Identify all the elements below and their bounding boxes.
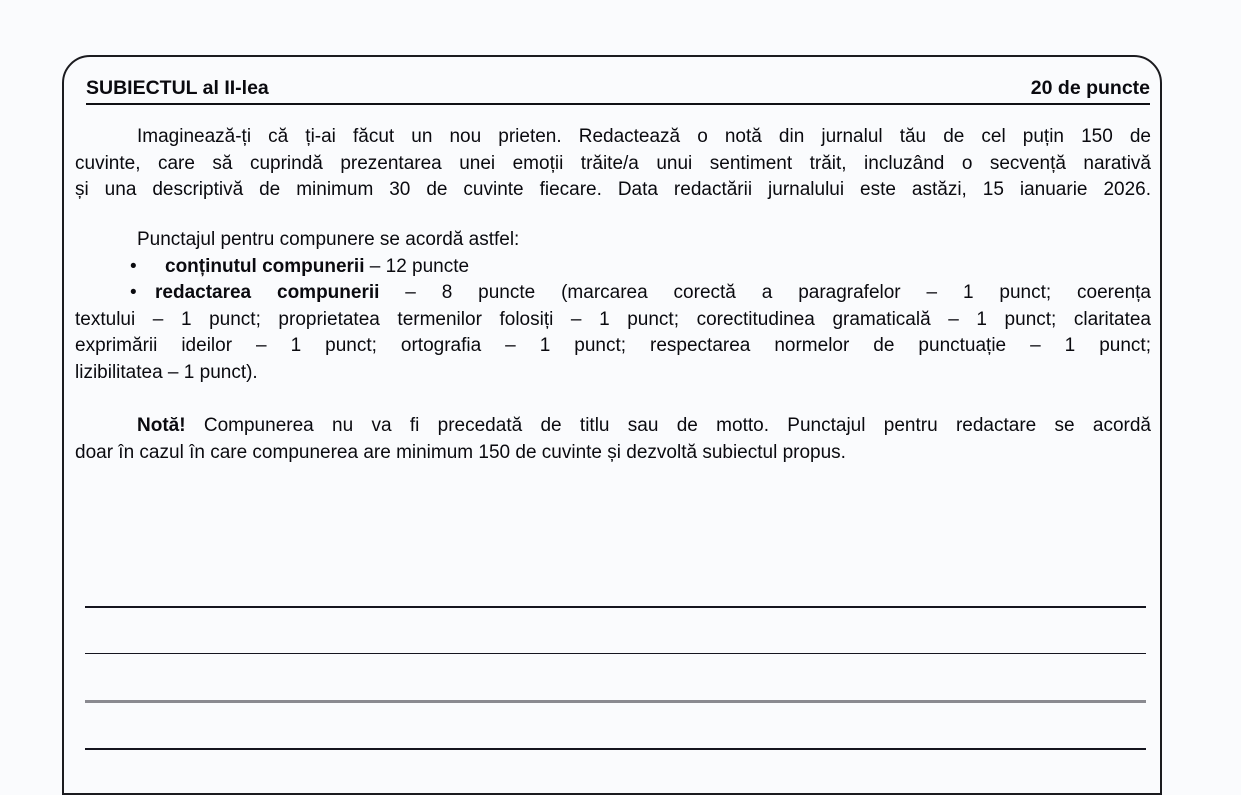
note-line-1 [75, 413, 1151, 440]
subject-box [62, 55, 1162, 795]
note-paragraph [75, 413, 1151, 466]
scoring-bullet-content [75, 254, 1151, 281]
note-line-2: doar în cazul în care compunerea are minimum 150 de cuvinte și dezvoltă subiectul propus. [75, 441, 846, 463]
scoring-bullet1-rest: – 12 puncte [364, 255, 470, 277]
scoring-bullet2-rest: – 8 puncte (marcarea corectă a paragrafelor – 1 punct; coerența [379, 282, 1151, 303]
subject-title: SUBIECTUL al II-lea [86, 77, 269, 99]
scoring-bullet1-bold: conținutul compunerii [165, 255, 365, 277]
task-paragraph [75, 124, 1151, 204]
task-line-1: Imaginează-ți că ți-ai făcut un nou prieten. Redactează o notă din jurnalul tău de cel puțin 150 de [137, 126, 1151, 147]
answer-line-3 [85, 700, 1146, 703]
note-rest: Compunerea nu va fi precedată de titlu sau de motto. Punctajul pentru redactare se acordă [185, 415, 1151, 436]
points-label: 20 de puncte [1030, 77, 1150, 99]
answer-line-4 [85, 748, 1146, 750]
answer-line-2 [85, 653, 1146, 654]
scoring-intro: Punctajul pentru compunere se acordă astfel: [137, 229, 520, 250]
task-line-3: și una descriptivă de minimum 30 de cuvinte fiecare. Data redactării jurnalului este astăzi, 15 ianuarie 2026. [75, 179, 1151, 200]
answer-line-1 [85, 606, 1146, 608]
scoring-bullet2-line4: lizibilitatea – 1 punct). [75, 361, 258, 383]
bullet-icon: • [130, 255, 137, 277]
scoring-bullet-redaction [75, 280, 1151, 307]
note-label: Notă! [137, 415, 186, 436]
bullet-icon: • [130, 282, 137, 303]
scoring-bullet2-line2: textului – 1 punct; proprietatea termenilor folosiți – 1 punct; corectitudinea gramaticală – 1 punct; claritatea [75, 308, 1151, 330]
scoring-section [75, 227, 1151, 386]
scoring-bullet2-line3: exprimării ideilor – 1 punct; ortografia – 1 punct; respectarea normelor de punctuație – 1 punct; [75, 335, 1151, 356]
task-line-2: cuvinte, care să cuprindă prezentarea unei emoții trăite/a unui sentiment trăit, incluzând o secvență narativă [75, 152, 1151, 174]
scoring-bullet2-bold: redactarea compunerii [155, 282, 380, 303]
subject-header [86, 77, 1150, 105]
